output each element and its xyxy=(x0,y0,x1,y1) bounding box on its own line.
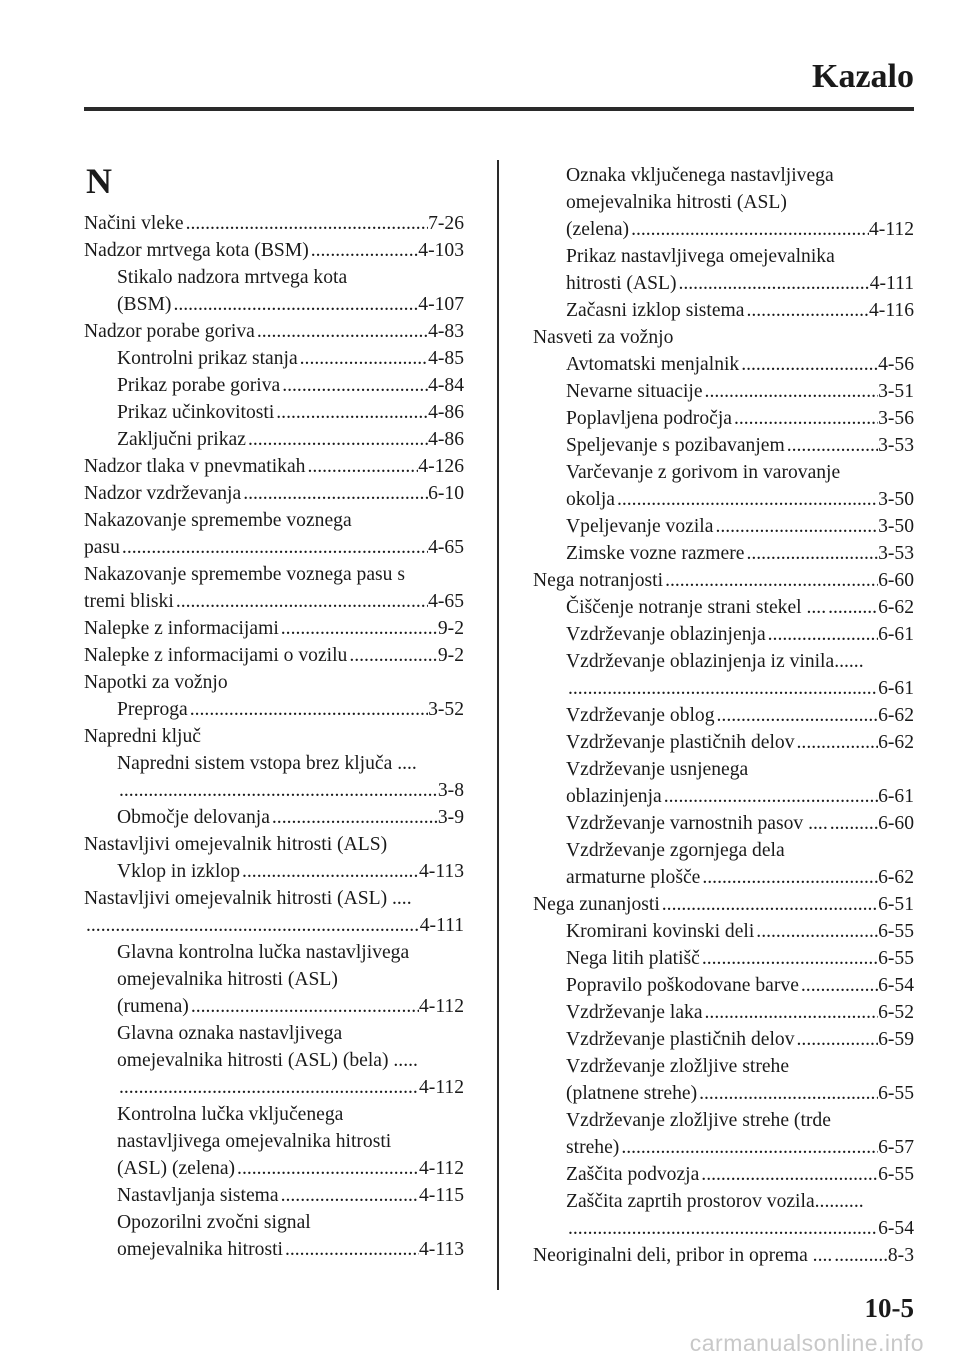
index-entry xyxy=(84,939,464,966)
index-entry-leader xyxy=(739,351,878,378)
index-entry xyxy=(533,1215,914,1242)
index-entry-text: Vzdrževanje zložljive strehe xyxy=(566,1056,790,1077)
index-entry-page: 4-107 xyxy=(418,294,464,315)
index-entry-leader xyxy=(246,426,428,453)
index-entry-page: 6-61 xyxy=(878,624,914,645)
index-entry-page: 6-60 xyxy=(878,813,914,834)
index-entry xyxy=(533,1161,914,1188)
index-entry xyxy=(84,1182,464,1209)
index-entry-text: Stikalo nadzora mrtvega kota xyxy=(117,267,348,288)
index-entry-text: (ASL) (zelena) xyxy=(117,1158,236,1179)
index-entry xyxy=(84,912,464,939)
index-entry-page: 4-56 xyxy=(878,354,914,375)
index-entry-page: 3-51 xyxy=(878,381,914,402)
index-entry-text: hitrosti (ASL) xyxy=(566,273,677,294)
index-entry-text: Nadzor porabe goriva xyxy=(84,321,255,342)
index-entry-page: 4-84 xyxy=(428,375,464,396)
index-entry-text: Speljevanje s pozibavanjem xyxy=(566,435,785,456)
index-entry xyxy=(84,318,464,345)
index-entry-page: 4-115 xyxy=(419,1185,464,1206)
index-entry xyxy=(533,567,914,594)
index-list-right xyxy=(533,162,914,1269)
column-divider xyxy=(497,160,499,1290)
index-entry xyxy=(533,945,914,972)
index-entry-text: Načini vleke xyxy=(84,213,184,234)
index-entry-text: Nadzor mrtvega kota (BSM) xyxy=(84,240,309,261)
index-entry-page: 4-126 xyxy=(418,456,464,477)
index-entry-leader xyxy=(566,1215,878,1242)
index-entry xyxy=(84,993,464,1020)
index-entry-text: Prikaz nastavljivega omejevalnika xyxy=(566,246,835,267)
index-entry-leader xyxy=(662,783,878,810)
index-entry xyxy=(533,1188,914,1215)
index-entry-text: Nega zunanjosti xyxy=(533,894,660,915)
index-entry-leader xyxy=(117,777,438,804)
index-entry xyxy=(84,669,464,696)
index-entry xyxy=(84,534,464,561)
index-entry-leader xyxy=(171,291,418,318)
index-entry-page: 6-60 xyxy=(878,570,914,591)
index-entry-leader xyxy=(799,972,878,999)
index-entry xyxy=(84,237,464,264)
index-entry-page: 4-86 xyxy=(428,429,464,450)
index-entry-leader xyxy=(832,1242,888,1269)
index-entry-text: tremi bliski xyxy=(84,591,174,612)
index-entry xyxy=(84,588,464,615)
index-entry-text: Prikaz učinkovitosti xyxy=(117,402,275,423)
header-rule xyxy=(84,107,914,111)
index-entry-text: Nevarne situacije xyxy=(566,381,703,402)
index-entry-text: Preproga xyxy=(117,699,188,720)
index-entry-leader xyxy=(615,486,878,513)
index-entry xyxy=(84,1209,464,1236)
index-entry-text: Čiščenje notranje strani stekel .... xyxy=(566,597,827,618)
index-entry-page: 4-116 xyxy=(869,300,914,321)
index-entry xyxy=(84,1020,464,1047)
index-entry-page: 6-57 xyxy=(878,1137,914,1158)
index-entry-page: 4-111 xyxy=(419,915,464,936)
index-entry xyxy=(533,864,914,891)
index-entry xyxy=(84,291,464,318)
index-entry xyxy=(84,858,464,885)
index-entry-text: okolja xyxy=(566,489,615,510)
index-entry-text: Nakazovanje spremembe voznega xyxy=(84,510,352,531)
index-entry-leader xyxy=(663,567,878,594)
index-entry xyxy=(533,702,914,729)
index-entry-page: 9-2 xyxy=(437,645,464,666)
index-entry-leader xyxy=(795,729,879,756)
index-entry-page: 4-112 xyxy=(419,1077,464,1098)
section-letter: N xyxy=(86,161,112,201)
index-entry-text: Območje delovanja xyxy=(117,807,270,828)
index-entry-leader xyxy=(660,891,878,918)
index-entry-page: 6-55 xyxy=(878,948,914,969)
index-entry xyxy=(533,378,914,405)
index-entry-text: Popravilo poškodovane barve xyxy=(566,975,799,996)
index-entry-leader xyxy=(795,1026,879,1053)
index-entry-text: Nadzor tlaka v pnevmatikah xyxy=(84,456,306,477)
index-entry-page: 6-55 xyxy=(878,1164,914,1185)
index-entry-leader xyxy=(120,534,428,561)
index-entry-page: 6-61 xyxy=(878,786,914,807)
index-entry-text: Vzdrževanje varnostnih pasov .... xyxy=(566,813,828,834)
index-entry-page: 4-112 xyxy=(419,1158,464,1179)
index-entry-page: 3-53 xyxy=(878,543,914,564)
index-entry xyxy=(533,648,914,675)
index-entry xyxy=(84,885,464,912)
index-entry xyxy=(533,756,914,783)
index-entry-text: Nasveti za vožnjo xyxy=(533,327,674,348)
index-entry-page: 4-112 xyxy=(419,996,464,1017)
index-entry-text: Vzdrževanje oblog xyxy=(566,705,715,726)
index-entry-page: 6-62 xyxy=(878,732,914,753)
index-entry xyxy=(533,459,914,486)
index-entry xyxy=(84,615,464,642)
index-entry xyxy=(84,1155,464,1182)
index-entry-leader xyxy=(279,1182,419,1209)
index-entry-leader xyxy=(283,1236,419,1263)
index-entry xyxy=(84,696,464,723)
index-entry-text: Začasni izklop sistema xyxy=(566,300,745,321)
index-entry-leader xyxy=(117,1074,419,1101)
index-entry-leader xyxy=(184,210,429,237)
index-entry-page: 4-112 xyxy=(869,219,914,240)
index-entry-page: 6-59 xyxy=(878,1029,914,1050)
index-entry-text: Oznaka vključenega nastavljivega xyxy=(566,165,834,186)
index-entry xyxy=(84,210,464,237)
index-entry-leader xyxy=(279,615,438,642)
index-entry-leader xyxy=(347,642,438,669)
index-entry xyxy=(533,162,914,189)
index-entry-page: 6-54 xyxy=(878,1218,914,1239)
index-entry-page: 4-103 xyxy=(418,240,464,261)
index-entry xyxy=(84,723,464,750)
index-entry-text: Avtomatski menjalnik xyxy=(566,354,740,375)
index-entry-text: Kontrolni prikaz stanja xyxy=(117,348,298,369)
index-entry xyxy=(84,264,464,291)
index-entry-leader xyxy=(84,912,420,939)
index-entry-text: Vpeljevanje vozila xyxy=(566,516,714,537)
index-entry xyxy=(533,837,914,864)
index-entry-text: strehe) xyxy=(566,1137,620,1158)
index-entry xyxy=(533,1242,914,1269)
index-entry-text: Zaščita podvozja xyxy=(566,1164,700,1185)
index-entry xyxy=(533,1080,914,1107)
index-entry-leader xyxy=(174,588,428,615)
index-entry xyxy=(84,1047,464,1074)
index-entry-text: Nalepke z informacijami xyxy=(84,618,279,639)
index-entry xyxy=(533,216,914,243)
index-entry-leader xyxy=(699,1161,878,1188)
index-entry-text: Vklop in izklop xyxy=(117,861,240,882)
index-entry xyxy=(84,426,464,453)
index-entry-leader xyxy=(828,810,878,837)
index-entry-text: Zaščita zaprtih prostorov vozila.......... xyxy=(566,1191,864,1212)
index-entry xyxy=(84,1101,464,1128)
index-entry-leader xyxy=(274,399,428,426)
index-entry-leader xyxy=(298,345,428,372)
index-entry-text: Glavna oznaka nastavljivega xyxy=(117,1023,343,1044)
index-entry-leader xyxy=(744,540,878,567)
index-entry-leader xyxy=(715,702,879,729)
index-entry-page: 4-111 xyxy=(869,273,914,294)
index-entry-page: 4-85 xyxy=(428,348,464,369)
index-entry-text: Napredni sistem vstopa brez ključa .... xyxy=(117,753,417,774)
index-entry-text: Poplavljena področja xyxy=(566,408,732,429)
index-list-left xyxy=(84,210,464,1263)
index-entry-page: 7-26 xyxy=(428,213,464,234)
index-entry-text: Vzdrževanje oblazinjenja iz vinila...... xyxy=(566,651,864,672)
index-entry-text: Nastavljivi omejevalnik hitrosti (ALS) xyxy=(84,834,388,855)
index-entry-text: pasu xyxy=(84,537,120,558)
index-entry-text: (BSM) xyxy=(117,294,172,315)
index-entry xyxy=(84,1236,464,1263)
index-entry-page: 3-8 xyxy=(437,780,464,801)
index-entry-page: 6-61 xyxy=(878,678,914,699)
index-entry-page: 3-50 xyxy=(878,489,914,510)
watermark: carmanualsonline.info xyxy=(689,1330,924,1356)
index-entry-text: Nalepke z informacijami o vozilu xyxy=(84,645,348,666)
index-entry xyxy=(84,750,464,777)
index-entry-text: Nastavljivi omejevalnik hitrosti (ASL) .... xyxy=(84,888,412,909)
index-entry-page: 6-62 xyxy=(878,597,914,618)
index-entry-leader xyxy=(629,216,869,243)
index-entry-leader xyxy=(703,378,879,405)
index-entry-leader xyxy=(732,405,878,432)
index-entry-leader xyxy=(241,480,428,507)
index-entry-leader xyxy=(619,1134,878,1161)
index-entry xyxy=(84,399,464,426)
index-entry xyxy=(84,1128,464,1155)
index-entry xyxy=(84,453,464,480)
index-entry xyxy=(84,507,464,534)
index-entry-leader xyxy=(785,432,878,459)
index-entry-text: Zimske vozne razmere xyxy=(566,543,745,564)
index-entry-text: Nakazovanje spremembe voznega pasu s xyxy=(84,564,405,585)
index-entry-leader xyxy=(697,1080,878,1107)
index-entry-page: 6-54 xyxy=(878,975,914,996)
index-entry-leader xyxy=(305,453,418,480)
index-entry-page: 3-50 xyxy=(878,516,914,537)
index-entry-leader xyxy=(309,237,419,264)
index-entry xyxy=(533,810,914,837)
index-entry xyxy=(533,405,914,432)
index-entry-page: 6-10 xyxy=(428,483,464,504)
index-entry-page: 4-113 xyxy=(419,861,464,882)
index-entry-text: Neoriginalni deli, pribor in oprema .... xyxy=(533,1245,833,1266)
index-entry-page: 3-9 xyxy=(437,807,464,828)
index-entry-text: Napredni ključ xyxy=(84,726,201,747)
index-entry-text: (platnene strehe) xyxy=(566,1083,698,1104)
index-entry-text: omejevalnika hitrosti (ASL) (bela) ..... xyxy=(117,1050,418,1071)
index-entry xyxy=(533,972,914,999)
index-entry xyxy=(533,999,914,1026)
index-entry-leader xyxy=(703,999,879,1026)
index-entry-text: Vzdrževanje oblazinjenja xyxy=(566,624,766,645)
index-entry-text: omejevalnika hitrosti (ASL) xyxy=(117,969,338,990)
index-entry-page: 4-86 xyxy=(428,402,464,423)
index-entry xyxy=(533,243,914,270)
index-entry xyxy=(533,675,914,702)
index-entry xyxy=(84,831,464,858)
index-entry xyxy=(84,777,464,804)
index-entry xyxy=(533,540,914,567)
index-entry-text: armaturne plošče xyxy=(566,867,701,888)
index-entry-leader xyxy=(700,864,878,891)
index-entry-leader xyxy=(188,696,428,723)
index-entry xyxy=(533,513,914,540)
index-entry-text: Kromirani kovinski deli xyxy=(566,921,755,942)
index-entry-page: 3-53 xyxy=(878,435,914,456)
index-entry-page: 3-56 xyxy=(878,408,914,429)
index-entry-text: Glavna kontrolna lučka nastavljivega xyxy=(117,942,410,963)
index-entry xyxy=(533,270,914,297)
index-entry xyxy=(533,351,914,378)
index-entry xyxy=(533,486,914,513)
index-entry-text: Prikaz porabe goriva xyxy=(117,375,281,396)
index-entry-page: 4-113 xyxy=(419,1239,464,1260)
index-entry-page: 8-3 xyxy=(887,1245,914,1266)
index-entry-text: Vzdrževanje usnjenega xyxy=(566,759,749,780)
index-entry-page: 9-2 xyxy=(437,618,464,639)
index-entry xyxy=(533,621,914,648)
index-entry-leader xyxy=(744,297,869,324)
index-entry xyxy=(533,783,914,810)
index-entry-text: Varčevanje z gorivom in varovanje xyxy=(566,462,841,483)
index-entry-text: Vzdrževanje laka xyxy=(566,1002,703,1023)
index-entry-leader xyxy=(700,945,878,972)
index-entry-text: Nega litih platišč xyxy=(566,948,700,969)
index-entry-text: Vzdrževanje plastičnih delov xyxy=(566,732,795,753)
index-entry-leader xyxy=(754,918,878,945)
page-number: 10-5 xyxy=(864,1293,914,1323)
index-entry-text: Vzdrževanje zložljive strehe (trde xyxy=(566,1110,831,1131)
index-entry xyxy=(533,432,914,459)
index-entry-page: 4-65 xyxy=(428,591,464,612)
index-entry-page: 6-62 xyxy=(878,867,914,888)
index-entry-text: omejevalnika hitrosti (ASL) xyxy=(566,192,787,213)
index-entry-leader xyxy=(235,1155,419,1182)
index-entry xyxy=(533,1026,914,1053)
index-entry-text: Vzdrževanje plastičnih delov xyxy=(566,1029,795,1050)
index-entry xyxy=(533,594,914,621)
index-entry xyxy=(533,891,914,918)
index-entry-page: 4-83 xyxy=(428,321,464,342)
index-entry xyxy=(533,729,914,756)
index-entry-page: 6-55 xyxy=(878,1083,914,1104)
index-entry-page: 6-55 xyxy=(878,921,914,942)
index-entry xyxy=(533,1134,914,1161)
index-entry xyxy=(84,372,464,399)
index-entry xyxy=(533,297,914,324)
index-entry xyxy=(533,918,914,945)
index-entry xyxy=(533,1107,914,1134)
index-entry-leader xyxy=(280,372,428,399)
index-column-right xyxy=(533,162,914,1269)
index-entry-text: nastavljivega omejevalnika hitrosti xyxy=(117,1131,392,1152)
index-entry-text: Zaključni prikaz xyxy=(117,429,246,450)
index-entry-page: 4-65 xyxy=(428,537,464,558)
index-entry-text: Kontrolna lučka vključenega xyxy=(117,1104,344,1125)
index-entry xyxy=(84,642,464,669)
index-entry xyxy=(533,324,914,351)
index-entry xyxy=(84,804,464,831)
index-entry xyxy=(533,189,914,216)
index-entry-leader xyxy=(676,270,869,297)
index-entry xyxy=(84,966,464,993)
index-entry-page: 6-51 xyxy=(878,894,914,915)
index-entry-page: 3-52 xyxy=(428,699,464,720)
index-entry-leader xyxy=(270,804,438,831)
index-entry-text: Vzdrževanje zgornjega dela xyxy=(566,840,785,861)
index-entry-leader xyxy=(826,594,878,621)
index-entry-text: Nastavljanja sistema xyxy=(117,1185,279,1206)
index-entry xyxy=(84,480,464,507)
index-entry-leader xyxy=(189,993,419,1020)
index-entry-text: (rumena) xyxy=(117,996,189,1017)
index-entry-leader xyxy=(566,675,878,702)
index-entry-text: Napotki za vožnjo xyxy=(84,672,228,693)
index-entry-leader xyxy=(240,858,419,885)
index-entry-leader xyxy=(255,318,428,345)
index-entry-text: Opozorilni zvočni signal xyxy=(117,1212,311,1233)
index-column-left xyxy=(84,158,464,1263)
index-entry-text: (zelena) xyxy=(566,219,630,240)
index-entry-text: Nadzor vzdrževanja xyxy=(84,483,242,504)
index-entry-text: oblazinjenja xyxy=(566,786,662,807)
index-entry-page: 6-52 xyxy=(878,1002,914,1023)
index-entry-text: Nega notranjosti xyxy=(533,570,664,591)
index-entry xyxy=(533,1053,914,1080)
page-header-title: Kazalo xyxy=(812,58,914,95)
index-entry-text: omejevalnika hitrosti xyxy=(117,1239,283,1260)
index-entry xyxy=(84,561,464,588)
index-entry-leader xyxy=(713,513,878,540)
index-entry-page: 6-62 xyxy=(878,705,914,726)
index-entry xyxy=(84,345,464,372)
index-entry-leader xyxy=(766,621,878,648)
index-entry xyxy=(84,1074,464,1101)
